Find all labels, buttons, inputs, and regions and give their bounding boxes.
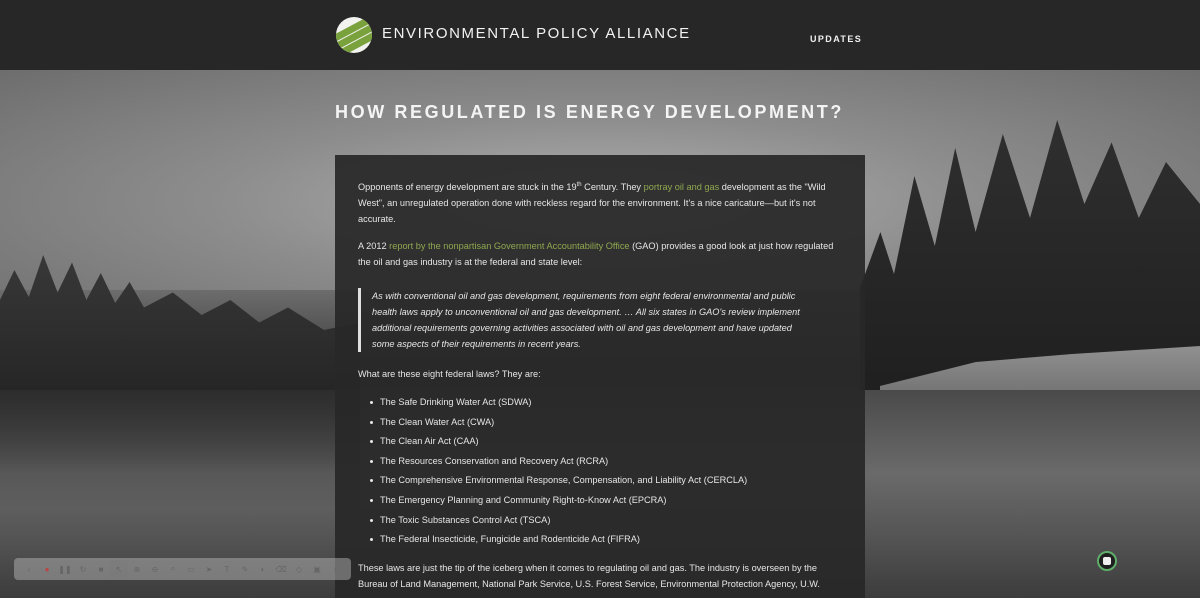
laws-intro: What are these eight federal laws? They are: [358,369,541,379]
intro-text: Opponents of energy development are stuck in the 19 [358,182,577,192]
text-icon[interactable]: T [224,564,230,574]
gao-paragraph [358,238,843,270]
site-header [0,0,1200,70]
chat-widget-icon[interactable] [1097,551,1117,571]
shape-icon[interactable]: ◇ [295,564,303,574]
annotation-toolbar [14,558,351,580]
highlight-icon[interactable]: ◐ [260,564,266,574]
gao-text: A 2012 [358,241,390,251]
restart-icon[interactable]: ↻ [79,564,87,574]
pointer-icon[interactable]: ➤ [205,564,213,574]
zoom-in-icon[interactable]: ⊕ [133,564,141,574]
background-reflection [0,390,360,510]
list-item: The Clean Water Act (CWA) [370,413,843,433]
logo-icon[interactable] [336,17,372,53]
gao-quote: As with conventional oil and gas development, requirements from eight federal environmental and public health laws apply to unconventional oil and gas development. … All six states in GAO's review implement additional requirements governing activities associated with oil and gas development and have updated some aspects of their requirements in recent years. [358,288,808,352]
pen-icon[interactable]: ✎ [241,564,249,574]
list-item: The Toxic Substances Control Act (TSCA) [370,511,843,531]
more-icon[interactable]: › [333,564,337,574]
laws-list [370,393,843,550]
camera-icon[interactable]: ▣ [313,564,321,574]
brand-name[interactable]: ENVIRONMENTAL POLICY ALLIANCE [382,25,691,42]
nav-updates-link[interactable]: UPDATES [810,34,863,44]
cursor-icon[interactable]: ↖ [110,560,128,578]
intro-text: development as the "Wild West", an unregulated operation done with reckless regard for the environment. It's a nice caricature—but it's not accurate. [358,182,826,224]
arrow-icon[interactable]: ‹ [27,564,31,574]
article-card [335,155,865,598]
screen-icon[interactable]: ▭ [187,564,195,574]
list-item: The Emergency Planning and Community Right-to-Know Act (EPCRA) [370,491,843,511]
eraser-icon[interactable]: ⌫ [275,564,287,574]
record-icon[interactable]: ● [44,564,50,574]
gao-text: (GAO) provides a good look at just how regulated the oil and gas industry is at the federal and state level: [358,241,834,267]
superscript: th [576,181,582,188]
zoom-out-icon[interactable]: ⊖ [151,564,159,574]
gao-report-link[interactable]: report by the nonpartisan Government Accountability Office [389,241,630,251]
page-title: HOW REGULATED IS ENERGY DEVELOPMENT? [335,102,844,122]
list-item: The Comprehensive Environmental Response, Compensation, and Liability Act (CERCLA) [370,471,843,491]
search-icon[interactable]: ⌕ [170,564,176,573]
list-item: The Clean Air Act (CAA) [370,432,843,452]
pause-icon[interactable]: ❚❚ [58,564,72,574]
list-item: The Resources Conservation and Recovery Act (RCRA) [370,452,843,472]
closing-paragraph: These laws are just the tip of the iceberg when it comes to regulating oil and gas. The industry is overseen by the Bureau of Land Management, National Park Service, U.S. Forest Service, Environmental Protection Agency, U.W. [358,562,820,589]
stop-icon[interactable]: ■ [98,564,104,574]
list-item: The Federal Insecticide, Fungicide and Rodenticide Act (FIFRA) [370,530,843,550]
list-item: The Safe Drinking Water Act (SDWA) [370,393,843,413]
intro-text: Century. They [581,182,644,192]
portray-link[interactable]: portray oil and gas [643,182,720,192]
intro-paragraph [358,179,843,227]
